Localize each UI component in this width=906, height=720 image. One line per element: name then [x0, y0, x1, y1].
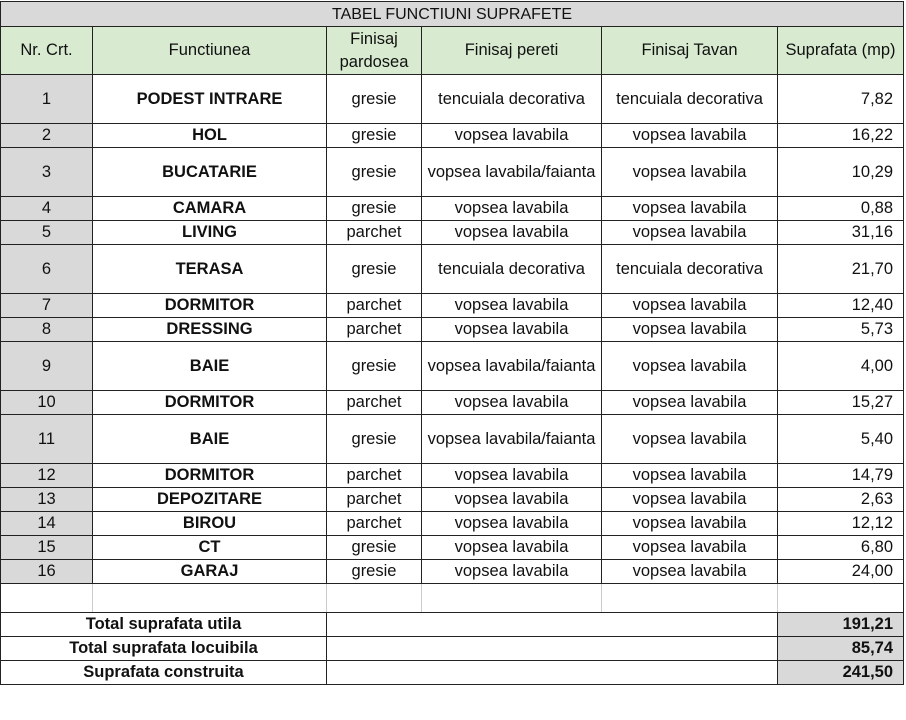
cell-finisaj-pardosea: gresie	[327, 124, 422, 148]
table-row	[1, 148, 904, 197]
total-label: Total suprafata utila	[1, 613, 327, 637]
cell-functiunea: DRESSING	[93, 318, 327, 342]
cell-nr: 5	[1, 221, 93, 245]
cell-finisaj-pardosea: gresie	[327, 560, 422, 584]
cell-finisaj-pereti: vopsea lavabila	[422, 536, 602, 560]
cell-finisaj-pereti: vopsea lavabila	[422, 512, 602, 536]
header-finisaj-pereti: Finisaj pereti	[422, 27, 602, 75]
cell-nr: 14	[1, 512, 93, 536]
table-row	[1, 512, 904, 536]
cell-finisaj-pereti: vopsea lavabila	[422, 488, 602, 512]
cell-finisaj-pardosea: parchet	[327, 318, 422, 342]
table-row	[1, 318, 904, 342]
cell-nr: 2	[1, 124, 93, 148]
cell-functiunea: BAIE	[93, 342, 327, 391]
cell-finisaj-pardosea: gresie	[327, 197, 422, 221]
cell-nr: 15	[1, 536, 93, 560]
cell-suprafata: 2,63	[778, 488, 904, 512]
cell-suprafata: 15,27	[778, 391, 904, 415]
total-value: 191,21	[778, 613, 904, 637]
cell-suprafata: 12,12	[778, 512, 904, 536]
cell-functiunea: DEPOZITARE	[93, 488, 327, 512]
cell-finisaj-pardosea: parchet	[327, 512, 422, 536]
table-row	[1, 294, 904, 318]
table-row	[1, 560, 904, 584]
cell-finisaj-pardosea: parchet	[327, 464, 422, 488]
cell-suprafata: 24,00	[778, 560, 904, 584]
cell-finisaj-pereti: tencuiala decorativa	[422, 75, 602, 124]
header-finisaj-pardosea: Finisaj pardosea	[327, 27, 422, 75]
cell-functiunea: PODEST INTRARE	[93, 75, 327, 124]
cell-finisaj-tavan: vopsea lavabila	[602, 318, 778, 342]
cell-finisaj-tavan: vopsea lavabila	[602, 294, 778, 318]
cell-finisaj-tavan: vopsea lavabila	[602, 415, 778, 464]
cell-finisaj-tavan: vopsea lavabila	[602, 488, 778, 512]
cell-nr: 12	[1, 464, 93, 488]
cell-finisaj-tavan: vopsea lavabila	[602, 221, 778, 245]
cell-finisaj-tavan: vopsea lavabila	[602, 148, 778, 197]
cell-suprafata: 16,22	[778, 124, 904, 148]
table-row	[1, 75, 904, 124]
totals-section	[1, 584, 904, 685]
cell-finisaj-pardosea: gresie	[327, 415, 422, 464]
table-row	[1, 391, 904, 415]
cell-finisaj-pardosea: gresie	[327, 536, 422, 560]
cell-finisaj-pardosea: parchet	[327, 294, 422, 318]
cell-finisaj-tavan: vopsea lavabila	[602, 197, 778, 221]
cell-finisaj-pereti: vopsea lavabila	[422, 318, 602, 342]
cell-finisaj-pereti: vopsea lavabila	[422, 391, 602, 415]
total-row-locuibila	[1, 637, 904, 661]
cell-nr: 16	[1, 560, 93, 584]
table-row	[1, 536, 904, 560]
cell-finisaj-tavan: vopsea lavabila	[602, 512, 778, 536]
cell-finisaj-pereti: vopsea lavabila	[422, 294, 602, 318]
cell-nr: 6	[1, 245, 93, 294]
table-row	[1, 124, 904, 148]
cell-suprafata: 12,40	[778, 294, 904, 318]
cell-finisaj-pereti: vopsea lavabila/faianta	[422, 148, 602, 197]
cell-suprafata: 0,88	[778, 197, 904, 221]
cell-finisaj-tavan: vopsea lavabila	[602, 536, 778, 560]
cell-suprafata: 5,73	[778, 318, 904, 342]
cell-finisaj-pereti: vopsea lavabila	[422, 197, 602, 221]
header-nr: Nr. Crt.	[1, 27, 93, 75]
cell-finisaj-tavan: vopsea lavabila	[602, 560, 778, 584]
cell-finisaj-pereti: vopsea lavabila	[422, 464, 602, 488]
cell-nr: 13	[1, 488, 93, 512]
cell-nr: 7	[1, 294, 93, 318]
cell-finisaj-pereti: vopsea lavabila/faianta	[422, 342, 602, 391]
cell-finisaj-tavan: tencuiala decorativa	[602, 245, 778, 294]
table-row	[1, 245, 904, 294]
total-empty-cell	[327, 661, 778, 685]
table-title: TABEL FUNCTIUNI SUPRAFETE	[1, 2, 904, 27]
total-empty-cell	[327, 613, 778, 637]
cell-nr: 8	[1, 318, 93, 342]
cell-suprafata: 7,82	[778, 75, 904, 124]
cell-finisaj-pereti: vopsea lavabila/faianta	[422, 415, 602, 464]
table-row	[1, 221, 904, 245]
cell-finisaj-pardosea: gresie	[327, 75, 422, 124]
total-row-utila	[1, 613, 904, 637]
cell-finisaj-tavan: vopsea lavabila	[602, 464, 778, 488]
cell-finisaj-tavan: vopsea lavabila	[602, 342, 778, 391]
cell-nr: 1	[1, 75, 93, 124]
cell-finisaj-pereti: vopsea lavabila	[422, 124, 602, 148]
cell-finisaj-tavan: vopsea lavabila	[602, 391, 778, 415]
cell-suprafata: 5,40	[778, 415, 904, 464]
total-empty-cell	[327, 637, 778, 661]
cell-functiunea: LIVING	[93, 221, 327, 245]
cell-nr: 9	[1, 342, 93, 391]
cell-finisaj-pereti: vopsea lavabila	[422, 221, 602, 245]
cell-suprafata: 14,79	[778, 464, 904, 488]
total-label: Total suprafata locuibila	[1, 637, 327, 661]
cell-finisaj-pardosea: gresie	[327, 342, 422, 391]
cell-nr: 3	[1, 148, 93, 197]
header-finisaj-tavan: Finisaj Tavan	[602, 27, 778, 75]
total-row-construita	[1, 661, 904, 685]
cell-finisaj-pardosea: parchet	[327, 488, 422, 512]
table-row	[1, 488, 904, 512]
cell-functiunea: DORMITOR	[93, 464, 327, 488]
cell-nr: 4	[1, 197, 93, 221]
cell-functiunea: DORMITOR	[93, 294, 327, 318]
total-value: 85,74	[778, 637, 904, 661]
cell-functiunea: DORMITOR	[93, 391, 327, 415]
cell-functiunea: BIROU	[93, 512, 327, 536]
surface-functions-table	[0, 1, 904, 685]
cell-nr: 10	[1, 391, 93, 415]
cell-functiunea: BAIE	[93, 415, 327, 464]
cell-finisaj-tavan: tencuiala decorativa	[602, 75, 778, 124]
cell-suprafata: 10,29	[778, 148, 904, 197]
cell-suprafata: 4,00	[778, 342, 904, 391]
cell-finisaj-pardosea: gresie	[327, 148, 422, 197]
header-suprafata: Suprafata (mp)	[778, 27, 904, 75]
table-row	[1, 415, 904, 464]
table-row	[1, 464, 904, 488]
cell-functiunea: CT	[93, 536, 327, 560]
cell-finisaj-pardosea: gresie	[327, 245, 422, 294]
cell-suprafata: 6,80	[778, 536, 904, 560]
cell-finisaj-pereti: vopsea lavabila	[422, 560, 602, 584]
cell-finisaj-pereti: tencuiala decorativa	[422, 245, 602, 294]
cell-functiunea: CAMARA	[93, 197, 327, 221]
cell-finisaj-pardosea: parchet	[327, 221, 422, 245]
spacer-row	[1, 584, 904, 613]
cell-finisaj-tavan: vopsea lavabila	[602, 124, 778, 148]
total-value: 241,50	[778, 661, 904, 685]
cell-functiunea: GARAJ	[93, 560, 327, 584]
total-label: Suprafata construita	[1, 661, 327, 685]
cell-nr: 11	[1, 415, 93, 464]
cell-finisaj-pardosea: parchet	[327, 391, 422, 415]
table-body	[1, 75, 904, 584]
header-functiunea: Functiunea	[93, 27, 327, 75]
table-row	[1, 342, 904, 391]
cell-functiunea: HOL	[93, 124, 327, 148]
cell-suprafata: 21,70	[778, 245, 904, 294]
cell-functiunea: BUCATARIE	[93, 148, 327, 197]
cell-suprafata: 31,16	[778, 221, 904, 245]
cell-functiunea: TERASA	[93, 245, 327, 294]
table-row	[1, 197, 904, 221]
